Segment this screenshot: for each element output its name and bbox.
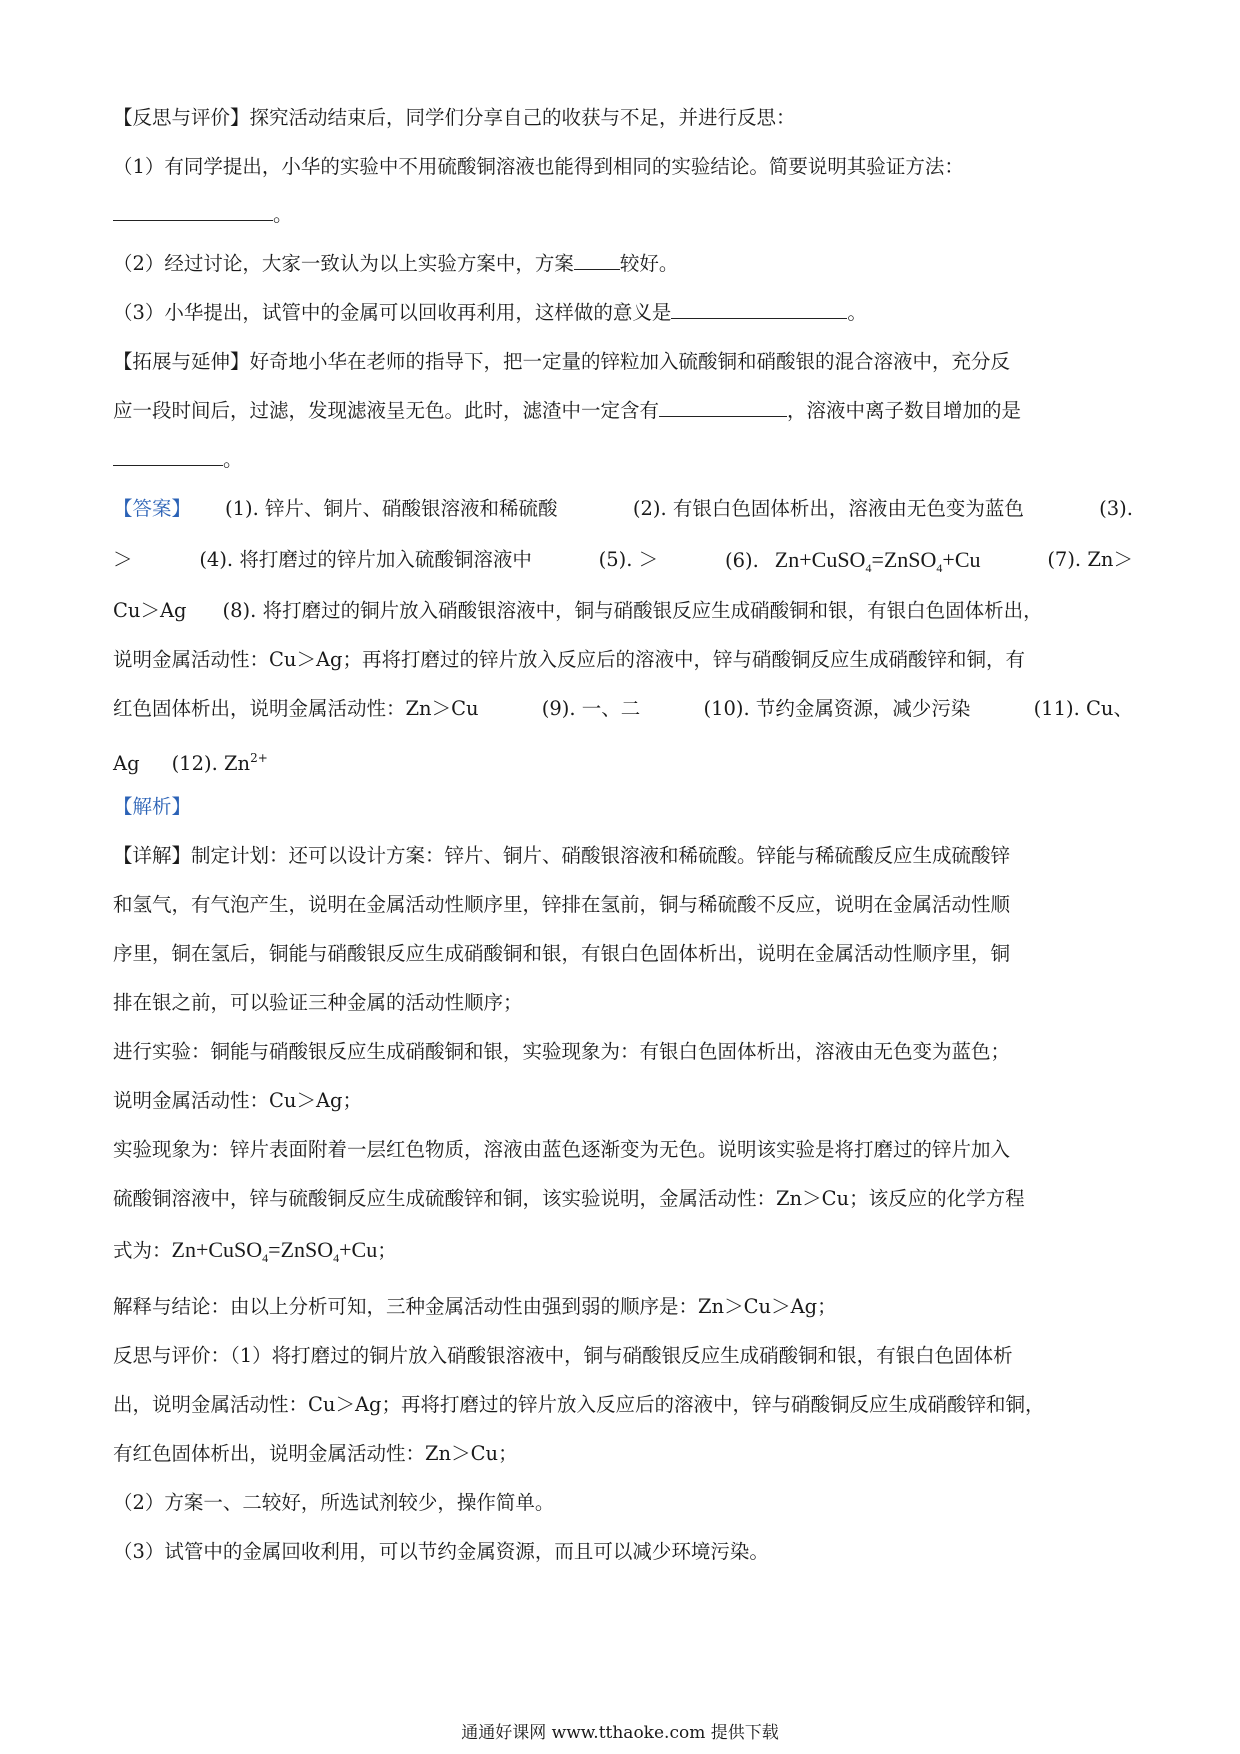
analysis-label: 【解析】 <box>113 795 192 818</box>
reflection-q3: （3）小华提出，试管中的金属可以回收再利用，这样做的意义是 。 <box>113 301 867 324</box>
answer-label: 【答案】 <box>113 497 192 520</box>
answer-line-2: ＞ (4). 将打磨过的锌片加入硫酸铜溶液中 (5). ＞ (6). Zn+CuSO$_4$=ZnSO$_4$+Cu (7). Zn＞ <box>113 547 1133 575</box>
reflection-q1: （1）有同学提出，小华的实验中不用硫酸铜溶液也能得到相同的实验结论。简要说明其验证方法： <box>113 155 964 178</box>
detail-p1-l3: 序里，铜在氢后，铜能与硝酸银反应生成硝酸铜和银，有银白色固体析出，说明在金属活动性顺序里，铜 <box>113 942 1011 965</box>
detail-p5-l2: 出，说明金属活动性：Cu＞Ag；再将打磨过的锌片放入反应后的溶液中，锌与硝酸铜反应生成硝酸锌和铜， <box>113 1393 1045 1416</box>
extension-line-1: 【拓展与延伸】好奇地小华在老师的指导下，把一定量的锌粒加入硫酸铜和硝酸银的混合溶液中，充分反 <box>113 350 1011 373</box>
answer-line-3: Cu＞Ag (8). 将打磨过的铜片放入硝酸银溶液中，铜与硝酸银反应生成硝酸铜和银，有银白色固体析出， <box>113 599 1043 622</box>
answer-blank <box>113 447 223 466</box>
detail-p3-l1: 实验现象为：锌片表面附着一层红色物质，溶液由蓝色逐渐变为无色。说明该实验是将打磨过的锌片加入 <box>113 1138 1011 1161</box>
answer-line-6: Ag (12). $Zn^{2+}$ <box>113 751 268 775</box>
extension-line-2: 应一段时间后，过滤，发现滤液呈无色。此时，滤渣中一定含有 ，溶液中离子数目增加的是 <box>113 399 1022 422</box>
chemical-equation: Zn+CuSO$_4$=ZnSO$_4$+Cu <box>171 1237 378 1265</box>
reflection-q2: （2）经过讨论，大家一致认为以上实验方案中，方案 较好。 <box>113 252 679 275</box>
answer-blank <box>659 398 787 417</box>
chemical-equation: Zn+CuSO$_4$=ZnSO$_4$+Cu <box>774 547 981 575</box>
detail-p1-l4: 排在银之前，可以验证三种金属的活动性顺序； <box>113 991 523 1014</box>
detail-p4: 解释与结论：由以上分析可知，三种金属活动性由强到弱的顺序是：Zn＞Cu＞Ag； <box>113 1295 837 1318</box>
answer-line-4: 说明金属活动性：Cu＞Ag；再将打磨过的锌片放入反应后的溶液中，锌与硝酸铜反应生成硝酸锌和铜，有 <box>113 648 1026 671</box>
answer-blank <box>671 300 847 319</box>
detail-p2-l2: 说明金属活动性：Cu＞Ag； <box>113 1089 363 1112</box>
detail-p6: （2）方案一、二较好，所选试剂较少，操作简单。 <box>113 1491 555 1514</box>
detail-p3-l2: 硫酸铜溶液中，锌与硫酸铜反应生成硫酸锌和铜，该实验说明，金属活动性：Zn＞Cu；该反应的化学方程 <box>113 1187 1025 1210</box>
reflection-intro: 【反思与评价】探究活动结束后，同学们分享自己的收获与不足，并进行反思： <box>113 106 796 129</box>
detail-p5-l3: 有红色固体析出，说明金属活动性：Zn＞Cu； <box>113 1442 518 1465</box>
reflection-q1-answer-line: 。 <box>113 201 1133 229</box>
page-footer: 通通好课网 www.tthaoke.com 提供下载 <box>461 1723 779 1743</box>
detail-p5-l1: 反思与评价：（1）将打磨过的铜片放入硝酸银溶液中，铜与硝酸银反应生成硝酸铜和银，有银白色固体析 <box>113 1344 1013 1367</box>
detail-p3-l3: 式为：Zn+CuSO$_4$=ZnSO$_4$+Cu； <box>113 1237 397 1265</box>
detail-p1-l1: 【详解】制定计划：还可以设计方案：锌片、铜片、硝酸银溶液和稀硫酸。锌能与稀硫酸反应生成硫酸锌 <box>113 844 1011 867</box>
detail-p2-l1: 进行实验：铜能与硝酸银反应生成硝酸铜和银，实验现象为：有银白色固体析出，溶液由无色变为蓝色； <box>113 1040 1011 1063</box>
answer-blank <box>113 202 273 221</box>
answer-blank <box>574 251 620 270</box>
detail-p7: （3）试管中的金属回收利用，可以节约金属资源，而且可以减少环境污染。 <box>113 1540 769 1563</box>
answer-line-1: 【答案】 (1). 锌片、铜片、硝酸银溶液和稀硫酸 (2). 有银白色固体析出，溶液由无色变为蓝色 (3). <box>113 497 1133 520</box>
detail-p1-l2: 和氢气，有气泡产生，说明在金属活动性顺序里，锌排在氢前，铜与稀硫酸不反应，说明在金属活动性顺 <box>113 893 1011 916</box>
extension-line-3: 。 <box>113 446 1133 474</box>
answer-line-5: 红色固体析出，说明金属活动性：Zn＞Cu (9). 一、二 (10). 节约金属资源，减少污染 (11). Cu、 <box>113 697 1133 720</box>
